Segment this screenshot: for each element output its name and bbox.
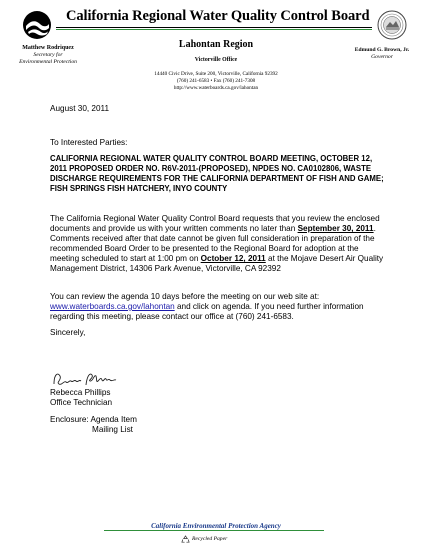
board-title: California Regional Water Quality Control Board <box>66 8 370 24</box>
meeting-date: October 12, 2011 <box>200 254 266 263</box>
paragraph-request <box>50 214 386 274</box>
footer-agency: California Environmental Protection Agency <box>151 522 281 530</box>
office-address: 14440 Civic Drive, Suite 200, Victorville, California 92392 <box>154 71 278 77</box>
recycled-paper-label: Recycled Paper <box>192 536 228 542</box>
website-link[interactable]: www.waterboards.ca.gov/lahontan <box>50 302 175 311</box>
comment-deadline: September 30, 2011 <box>297 224 374 233</box>
letter-date: August 30, 2011 <box>50 104 110 113</box>
header-accent-rule <box>56 29 372 31</box>
region-name: Lahontan Region <box>178 39 254 50</box>
office-website[interactable]: http://www.waterboards.ca.gov/lahontan <box>173 85 259 91</box>
closing: Sincerely, <box>50 328 86 337</box>
secretary-title-line1: Secretary for <box>33 52 63 58</box>
para2-text-a: You can review the agenda 10 days before the meeting on our web site at: <box>50 292 320 301</box>
state-seal-icon <box>377 10 407 40</box>
enclosure-item-2: Mailing List <box>92 425 133 434</box>
para1-text-b: . Comments received after that date cannot be given full consideration in preparation of the recommended Board Order to be presented to the Regional Board for adoption at the meeting scheduled to start at 1:00 pm on <box>50 224 376 263</box>
office-name: Victorville Office <box>194 57 238 63</box>
signer-name: Rebecca Phillips <box>50 388 111 397</box>
para1-text-a: The California Regional Water Quality Control Board requests that you review the enclosed documents and provide us with your written comments no later than <box>50 214 380 233</box>
office-phone-fax: (760) 241-6583 • Fax (760) 241-7308 <box>176 78 256 84</box>
recycle-icon <box>181 535 190 544</box>
salutation: To Interested Parties: <box>50 138 128 147</box>
footer-rule <box>104 530 324 531</box>
signature-image <box>50 368 120 390</box>
water-board-logo-icon <box>22 10 52 40</box>
paragraph-agenda <box>50 292 386 322</box>
para1-text-c: at the Mojave Desert Air Quality Management District, 14306 Park Avenue, Victorville, CA 92392 <box>50 254 384 273</box>
signer-title: Office Technician <box>50 398 113 407</box>
para2-text-b: and click on agenda. If you need further information regarding this meeting, please contact our office at (760) 241-6583. <box>50 302 364 321</box>
governor-name: Edmund G. Brown, Jr. <box>354 47 410 53</box>
governor-title: Governor <box>371 54 393 60</box>
subject-line: CALIFORNIA REGIONAL WATER QUALITY CONTROL BOARD MEETING, OCTOBER 12, 2011 PROPOSED ORDER NO. R6V-2011-(PROPOSED), NPDES NO. CA0102806, WASTE DISCHARGE REQUIREMENTS FOR THE CALIFORNIA DEPARTMENT OF FISH AND GAME; FISH SPRINGS FISH HATCHERY, INYO COUNTY <box>50 154 384 193</box>
secretary-title-line2: Environmental Protection <box>19 59 77 65</box>
enclosure-item-1: Enclosure: Agenda Item <box>50 415 137 424</box>
secretary-name: Matthew Rodriquez <box>22 45 74 51</box>
